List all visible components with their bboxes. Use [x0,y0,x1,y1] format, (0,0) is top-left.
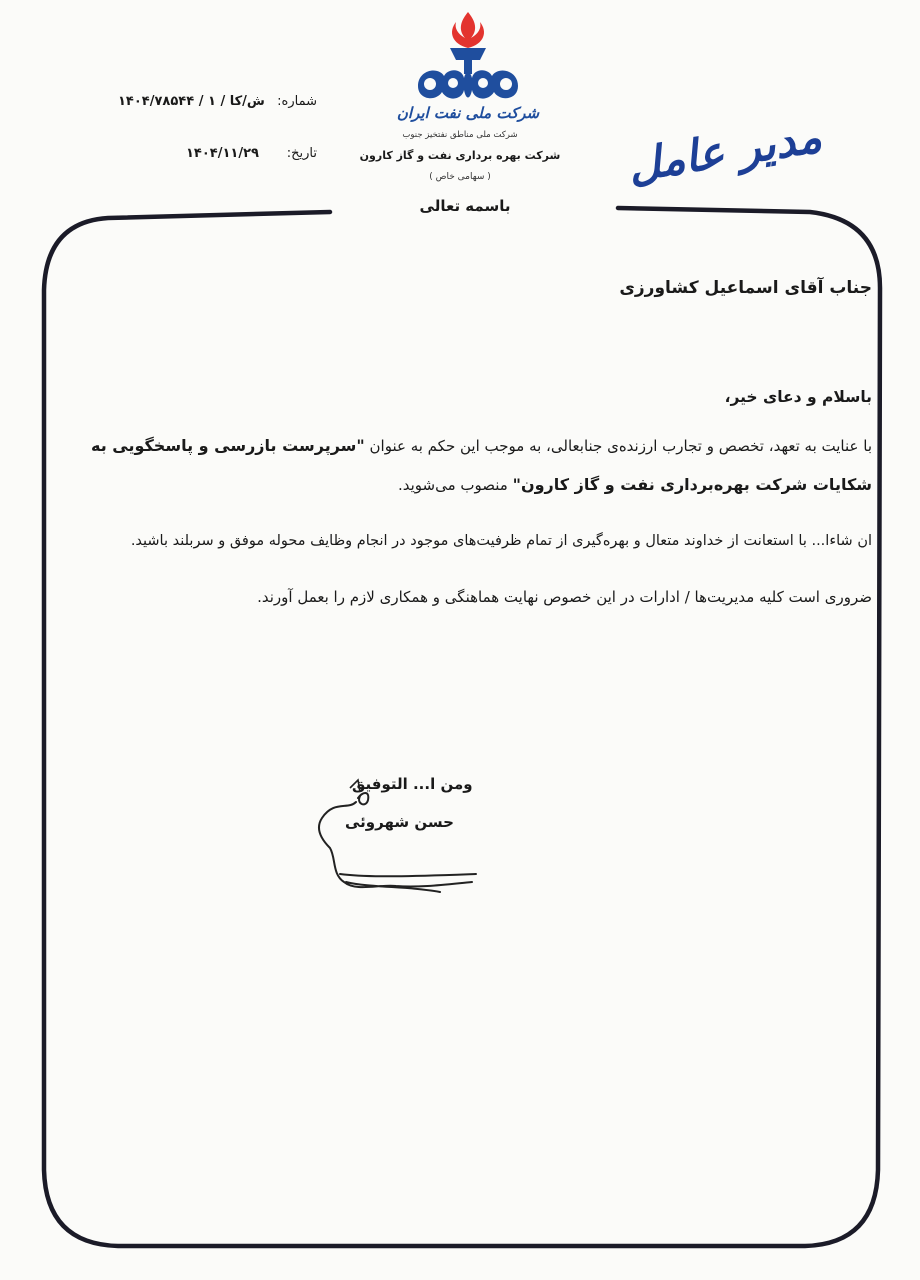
nioc-logo [396,8,540,126]
greeting: باسلام و دعای خیر، [724,388,872,406]
letter-number: ۱۴۰۴/ش/کا / ۱ / ۷۸۵۴۴ [118,94,265,109]
org-type: ( سهامی خاص ) [429,172,491,182]
paragraph-1-ending: منصوب می‌شوید. [397,476,513,494]
appointment-title-part-1: "سرپرست بازرسی و پاسخگویی به [90,436,365,455]
recipient-heading: جناب آقای اسماعیل کشاورزی [619,278,872,298]
basmala-heading: باسمه تعالی [419,197,511,215]
date-label: تاریخ: [286,146,317,161]
handwritten-signature [300,770,480,920]
paragraph-1-text: با عنایت به تعهد، تخصص و تجارب ارزنده‌ی جنابعالی، به موجب این حکم به عنوان [364,437,872,455]
letter-date: ۱۴۰۴/۱۱/۲۹ [186,146,259,161]
org-name: شرکت بهره برداری نفت و گاز کارون [359,149,561,162]
paragraph-2: ان شاءا... با استعانت از خداوند متعال و بهره‌گیری از تمام ظرفیت‌های موجود در انجام وظایف محوله موفق و سربلند باشید. [130,533,872,549]
number-label: شماره: [277,94,317,109]
paragraph-3: ضروری است کلیه مدیریت‌ها / ادارات در این خصوص نهایت هماهنگی و همکاری لازم را بعمل آورند. [257,588,872,606]
org-parent-name: شرکت ملی مناطق نفتخیز جنوب [402,130,518,140]
paragraph-1-line-1 [91,436,872,455]
appointment-title-part-2: شکایات شرکت بهره‌برداری نفت و گاز کارون" [512,475,872,494]
logo-caption: شرکت ملی نفت ایران [396,104,540,122]
closing-phrase: ومن ا... التوفیق [352,775,473,793]
paragraph-1-line-2 [398,475,872,494]
footer-strip [230,1272,670,1280]
sender-title: مدیر عامل [624,111,826,193]
signer-name: حسن شهروئی [345,813,454,831]
